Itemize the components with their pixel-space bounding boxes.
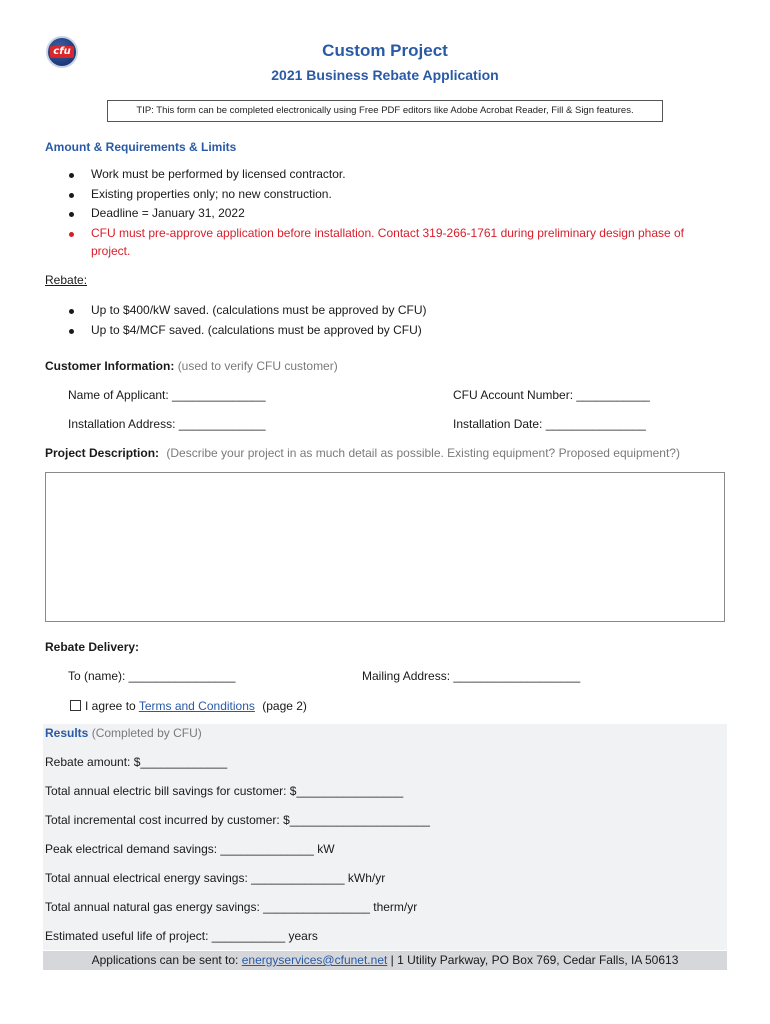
customer-heading: Customer Information: [45,359,175,373]
page-title: Custom Project [322,41,448,60]
incremental-cost-field[interactable]: Total incremental cost incurred by customer: $_____________________ [45,813,430,827]
tip-box: TIP: This form can be completed electronically using Free PDF editors like Adobe Acrobat Reader, Fill & Sign features. [107,100,663,122]
mailing-address-field[interactable]: Mailing Address: ___________________ [362,669,581,683]
footer-address: | 1 Utility Parkway, PO Box 769, Cedar Falls, IA 50613 [390,953,679,967]
customer-heading-row [45,359,338,373]
list-item: Up to $4/MCF saved. (calculations must be approved by CFU) [45,321,735,341]
results-heading: Results [45,726,89,740]
results-heading-row [45,726,202,740]
requirements-continuation: project. [91,244,131,258]
terms-link[interactable]: Terms and Conditions [138,699,255,713]
results-note: (Completed by CFU) [91,726,202,740]
peak-demand-savings-field[interactable]: Peak electrical demand savings: ______________ kW [45,842,335,856]
rebate-heading: Rebate: [45,273,88,287]
agree-suffix: (page 2) [262,699,307,713]
useful-life-field[interactable]: Estimated useful life of project: ___________ years [45,929,318,943]
rebate-list [45,301,735,340]
delivery-heading: Rebate Delivery: [45,640,140,654]
list-item: Deadline = January 31, 2022 [45,204,735,224]
installation-address-field[interactable]: Installation Address: _____________ [68,417,266,431]
list-item: Work must be performed by licensed contractor. [45,165,735,185]
requirements-list [45,165,735,243]
terms-checkbox[interactable] [70,700,81,711]
list-item: Up to $400/kW saved. (calculations must be approved by CFU) [45,301,735,321]
logo-text: cfu [50,46,74,58]
customer-note: (used to verify CFU customer) [177,359,338,373]
rebate-amount-field[interactable]: Rebate amount: $_____________ [45,755,228,769]
footer-email-link[interactable]: energyservices@cfunet.net [241,953,388,967]
electrical-energy-savings-field[interactable]: Total annual electrical energy savings: ______________ kWh/yr [45,871,386,885]
requirements-heading: Amount & Requirements & Limits [45,140,237,154]
terms-agreement-row [70,699,307,713]
page-subtitle: 2021 Business Rebate Application [271,67,499,83]
gas-energy-savings-field[interactable]: Total annual natural gas energy savings: ________________ therm/yr [45,900,418,914]
installation-date-field[interactable]: Installation Date: _______________ [453,417,646,431]
project-heading-row [45,446,680,460]
recipient-name-field[interactable]: To (name): ________________ [68,669,236,683]
list-item: CFU must pre-approve application before installation. Contact 319-266-1761 during preliminary design phase of [45,224,735,244]
agree-prefix: I agree to [85,699,136,713]
footer-bar [43,951,727,970]
project-note: (Describe your project in as much detail as possible. Existing equipment? Proposed equipment?) [166,446,680,460]
account-number-field[interactable]: CFU Account Number: ___________ [453,388,650,402]
project-description-textarea[interactable] [45,472,725,622]
footer-prefix: Applications can be sent to: [91,953,239,967]
electric-bill-savings-field[interactable]: Total annual electric bill savings for customer: $________________ [45,784,404,798]
list-item: Existing properties only; no new construction. [45,185,735,205]
applicant-name-field[interactable]: Name of Applicant: ______________ [68,388,266,402]
project-heading: Project Description: [45,446,160,460]
